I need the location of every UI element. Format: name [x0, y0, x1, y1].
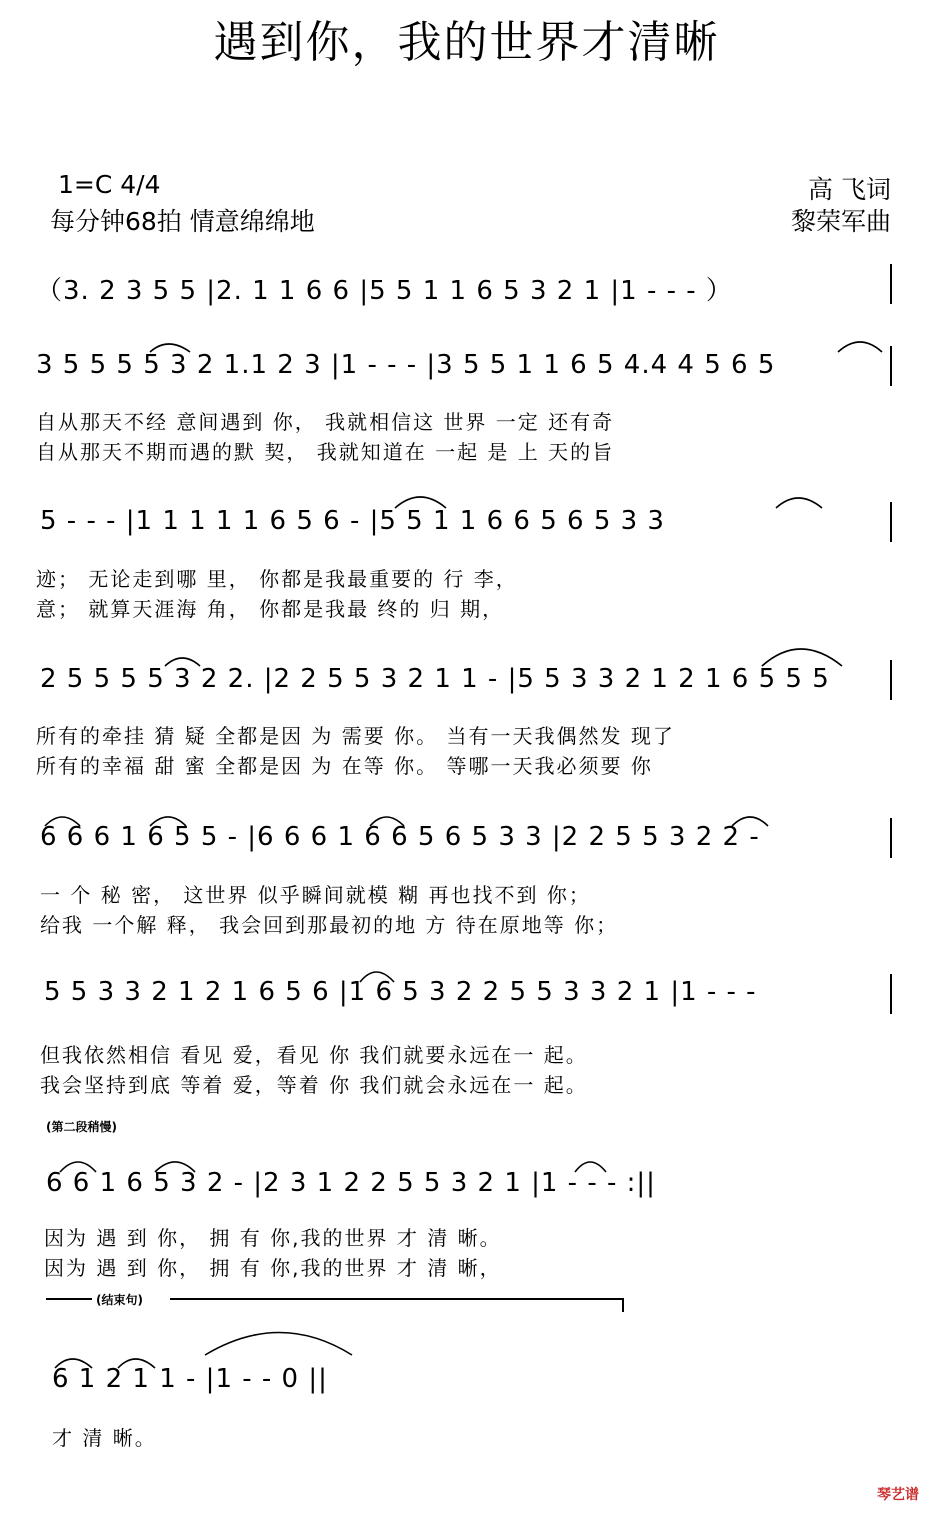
lyric-row-5-verse-2: 给我 一个解 释， 我会回到那最初的地 方 待在原地等 你；: [40, 913, 619, 937]
ending-phrase-annotation: (结束句): [96, 1293, 143, 1307]
lyric-row-2-verse-2: 自从那天不期而遇的默 契， 我就知道在 一起 是 上 天的旨: [36, 440, 615, 464]
tempo-marking: 每分钟68拍 情意绵绵地: [50, 207, 315, 236]
key-time-signature: 1=C 4/4: [58, 170, 161, 199]
notation-row-7: 6 6 1 6 5 3 2 - |2 3 1 2 2 5 5 3 2 1 |1 - - - :||: [46, 1168, 656, 1198]
barline-row-2-end: [890, 346, 892, 386]
second-section-annotation: (第二段稍慢): [46, 1120, 117, 1134]
lyricist-credit: 高 飞词: [808, 175, 891, 204]
barline-row-3-end: [890, 502, 892, 542]
lyric-row-7-verse-2: 因为 遇 到 你， 拥 有 你,我的世界 才 清 晰，: [44, 1256, 502, 1280]
notation-row-3: 5 - - - |1 1 1 1 1 6 5 6 - |5 5 1 1 6 6 5 6 5 3 3: [40, 506, 665, 536]
lyric-row-6-verse-1: 但我依然相信 看见 爱，看见 你 我们就要永远在一 起。: [40, 1043, 588, 1067]
ending-bracket-left: [46, 1298, 92, 1300]
notation-row-4: 2 5 5 5 5 3 2 2. |2 2 5 5 3 2 1 1 - |5 5 3 3 2 1 2 1 6 5 5 5: [40, 664, 830, 694]
ending-bracket-right: [170, 1298, 624, 1300]
notation-row-6: 5 5 3 3 2 1 2 1 6 5 6 |1 6 5 3 2 2 5 5 3 3 2 1 |1 - - -: [44, 977, 757, 1007]
lyric-row-4-verse-1: 所有的牵挂 猜 疑 全都是因 为 需要 你。 当有一天我偶然发 现了: [36, 724, 675, 748]
barline-row-6-end: [890, 974, 892, 1014]
notation-row-2: 3 5 5 5 5 3 2 1.1 2 3 |1 - - - |3 5 5 1 1 6 5 4.4 4 5 6 5: [36, 350, 776, 380]
barline-row-5-end: [890, 818, 892, 858]
lyric-row-7-verse-1: 因为 遇 到 你， 拥 有 你,我的世界 才 清 晰。: [44, 1226, 502, 1250]
lyric-row-4-verse-2: 所有的幸福 甜 蜜 全都是因 为 在等 你。 等哪一天我必须要 你: [36, 754, 653, 778]
watermark-logo: 琴艺谱: [877, 1487, 919, 1503]
lyric-row-3-verse-2: 意； 就算天涯海 角， 你都是我最 终的 归 期，: [36, 597, 505, 621]
notation-row-8: 6 1 2 1 1 - |1 - - 0 ||: [52, 1364, 328, 1394]
barline-row-4-end: [890, 660, 892, 700]
lyric-row-5-verse-1: 一 个 秘 密， 这世界 似乎瞬间就模 糊 再也找不到 你；: [40, 883, 591, 907]
lyric-row-2-verse-1: 自从那天不经 意间遇到 你， 我就相信这 世界 一定 还有奇: [36, 410, 615, 434]
notation-row-1: （3. 2 3 5 5 |2. 1 1 6 6 |5 5 1 1 6 5 3 2 1 |1 - - - ）: [36, 276, 733, 306]
lyric-row-3-verse-1: 迹； 无论走到哪 里， 你都是我最重要的 行 李，: [36, 567, 518, 591]
barline-row-1-end: [890, 264, 892, 304]
notation-row-5: 6 6 6 1 6 5 5 - |6 6 6 1 6 6 5 6 5 3 3 |2 2 5 5 3 2 2 -: [40, 822, 760, 852]
lyric-row-8: 才 清 晰。: [52, 1426, 157, 1450]
song-title: 遇到你，我的世界才清晰: [213, 17, 720, 68]
lyric-row-6-verse-2: 我会坚持到底 等着 爱，等着 你 我们就会永远在一 起。: [40, 1073, 588, 1097]
ending-bracket-hook: [622, 1298, 624, 1312]
composer-credit: 黎荣军曲: [790, 207, 891, 236]
